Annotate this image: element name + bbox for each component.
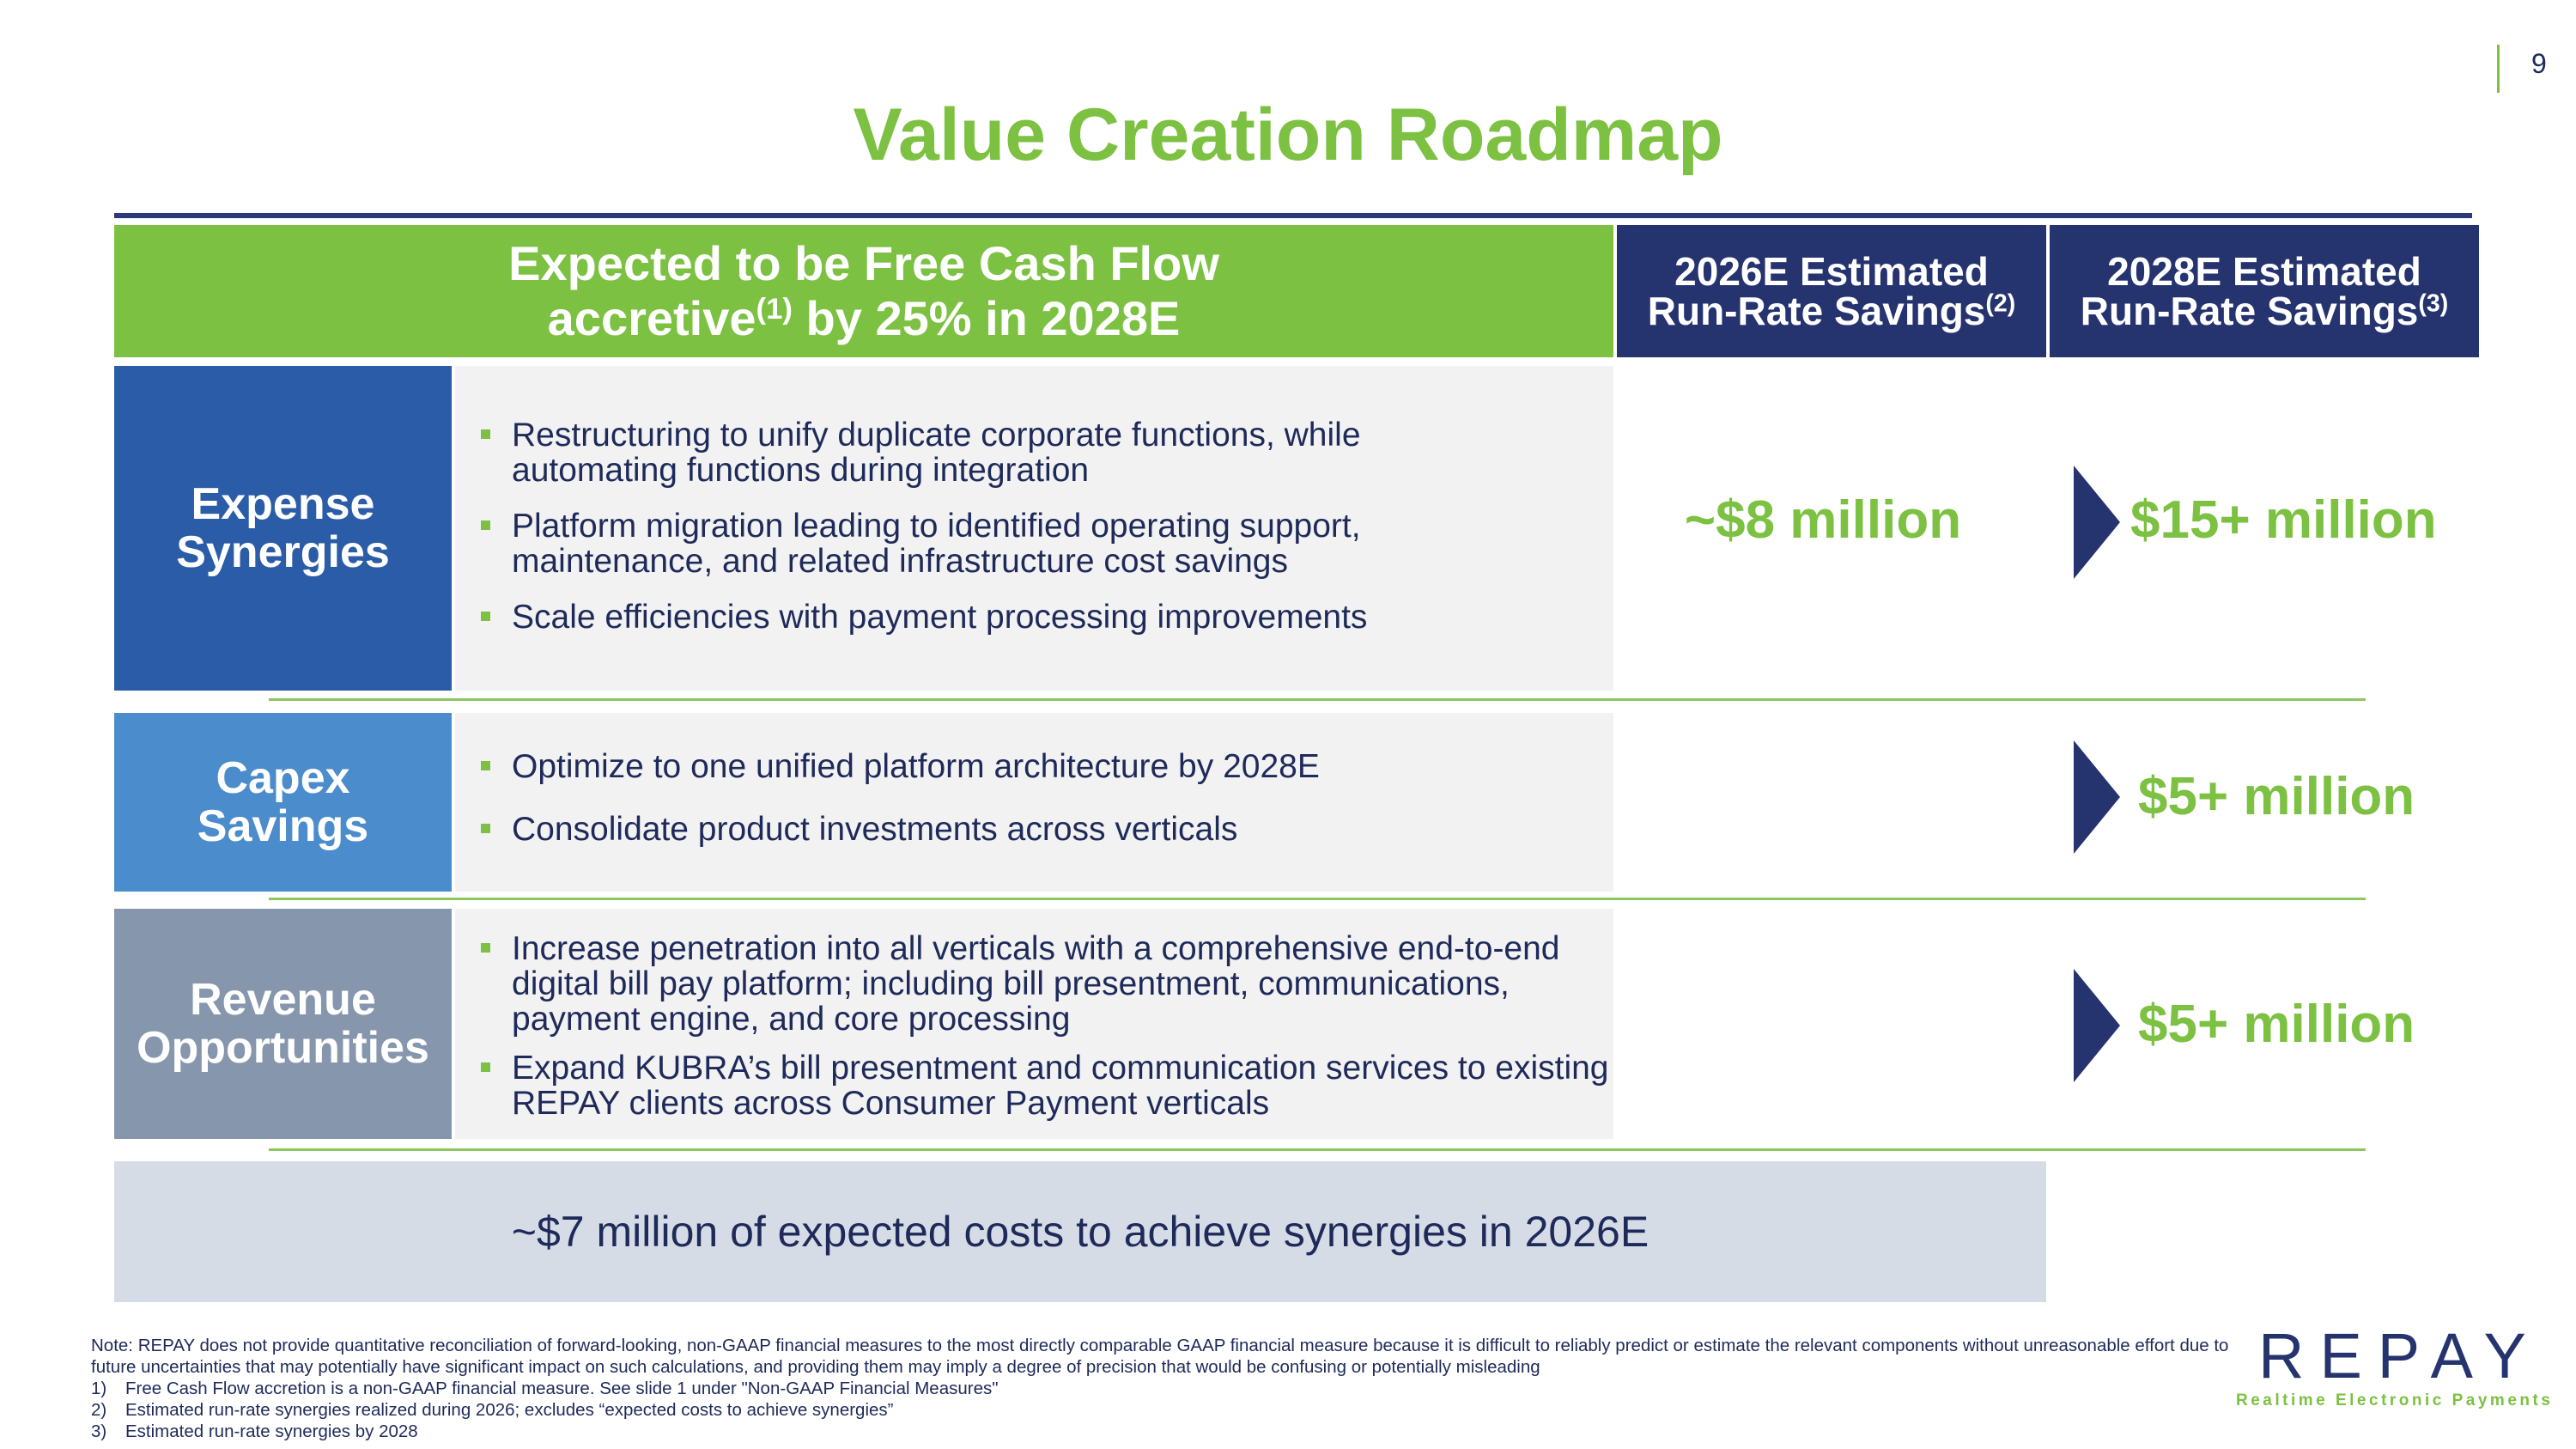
row-label-expense-synergies: [114, 366, 452, 691]
bullet-text: Scale efficiencies with payment processing improvements: [512, 599, 1368, 636]
title-divider: [114, 213, 2472, 218]
logo-tagline: Realtime Electronic Payments: [2236, 1391, 2554, 1409]
row-label-line2: Savings: [197, 801, 369, 851]
header-2028-line1: 2028E Estimated: [2107, 249, 2421, 294]
row-label-line1: Expense: [191, 479, 375, 529]
list-item: [481, 600, 1596, 635]
repay-logo: REPAY: [2258, 1320, 2542, 1391]
list-item: [481, 749, 1596, 784]
chevron-right-icon: [2074, 969, 2120, 1082]
header-2026-line1: 2026E Estimated: [1674, 249, 1989, 294]
footnote-ref-3: (3): [2418, 289, 2449, 318]
bullet-list: [481, 930, 1609, 1122]
row-label-capex-savings: [114, 713, 452, 892]
header-main-line1: Expected to be Free Cash Flow: [508, 236, 1219, 290]
row-label-line2: Opportunities: [137, 1023, 429, 1073]
header-2026-line2: Run-Rate Savings: [1647, 289, 1986, 333]
header-2028-savings: [2050, 225, 2479, 357]
footnote-text: Estimated run-rate synergies realized during 2026; excludes “expected costs to achieve synergies”: [125, 1400, 894, 1420]
footnote-ref-2: (2): [1985, 289, 2016, 318]
row-label-line2: Synergies: [176, 527, 390, 577]
bullet-list: [481, 749, 1596, 847]
page-number-divider: [2497, 45, 2500, 93]
footnote-ref-1: (1): [756, 292, 793, 326]
bullet-text: Restructuring to unify duplicate corporate functions, while automating functions during integration: [512, 417, 1361, 489]
bullet-text: Optimize to one unified platform architecture by 2028E: [512, 748, 1320, 785]
footnote-item: [91, 1378, 2263, 1399]
row-divider: [269, 898, 2366, 900]
header-fcf-accretive: [114, 225, 1613, 357]
bullet-square-icon: [481, 943, 490, 953]
list-item: [481, 931, 1594, 1037]
list-item: [481, 417, 1525, 488]
header-2026-savings: [1617, 225, 2046, 357]
list-item: [481, 508, 1542, 579]
footnote-item: [91, 1399, 2263, 1421]
list-item: [481, 1050, 1619, 1121]
bullet-square-icon: [481, 521, 490, 530]
header-main-line2-b: by 25% in 2028E: [792, 291, 1181, 345]
footnote-note: Note: REPAY does not provide quantitative reconciliation of forward-looking, non-GAAP financial measures to the most directly comparable GAAP financial measure because it is difficult to reliably predict or estimate the relevant components without unreasonable effort due to future uncertainties that may potentially have significant impact on such calculations, and providing them may imply a degree of precision that would be confusing or potentially misleading: [91, 1336, 2229, 1377]
row-divider: [269, 1148, 2366, 1151]
value-capex-2028: $5+ million: [2138, 767, 2415, 826]
footnote-number: 1): [91, 1379, 107, 1398]
bullet-square-icon: [481, 612, 490, 621]
row-label-line1: Capex: [216, 753, 350, 803]
footnote-item: [91, 1421, 2263, 1442]
footnote-number: 2): [91, 1400, 107, 1420]
value-revenue-2028: $5+ million: [2138, 995, 2415, 1054]
bullet-square-icon: [481, 429, 490, 439]
row-label-revenue-opportunities: [114, 909, 452, 1139]
footnote-text: Estimated run-rate synergies by 2028: [125, 1422, 418, 1441]
bullet-square-icon: [481, 824, 490, 833]
page-title: Value Creation Roadmap: [853, 94, 1723, 176]
row-body-revenue-opportunities: [455, 909, 1613, 1139]
row-body-expense-synergies: [455, 366, 1613, 691]
value-expense-2026: ~$8 million: [1684, 490, 1962, 550]
page-number: 9: [2531, 48, 2547, 79]
costs-to-achieve-banner: [114, 1161, 2046, 1302]
chevron-right-icon: [2074, 740, 2120, 854]
bullet-square-icon: [481, 1062, 490, 1072]
value-expense-2028: $15+ million: [2130, 490, 2437, 550]
list-item: [481, 812, 1596, 847]
footnote-text: Free Cash Flow accretion is a non-GAAP financial measure. See slide 1 under "Non-GAAP Financial Measures": [125, 1379, 999, 1398]
costs-to-achieve-text: ~$7 million of expected costs to achieve synergies in 2026E: [511, 1208, 1649, 1256]
footnotes: [91, 1335, 2263, 1442]
header-main-line2-a: accretive: [547, 291, 756, 345]
bullet-square-icon: [481, 761, 490, 770]
row-label-line1: Revenue: [190, 975, 376, 1025]
bullet-text: Increase penetration into all verticals with a comprehensive end-to-end digital bill pay platform; including bill presentment, communications, payment engine, and core processing: [512, 930, 1560, 1038]
row-divider: [269, 698, 2366, 701]
chevron-right-icon: [2074, 466, 2120, 579]
footnote-number: 3): [91, 1422, 107, 1441]
bullet-text: Consolidate product investments across verticals: [512, 811, 1238, 848]
row-body-capex-savings: [455, 713, 1613, 892]
bullet-text: Platform migration leading to identified operating support, maintenance, and related infrastructure cost savings: [512, 508, 1361, 580]
bullet-text: Expand KUBRA’s bill presentment and communication services to existing REPAY clients across Consumer Payment verticals: [512, 1050, 1609, 1122]
header-2028-line2: Run-Rate Savings: [2080, 289, 2419, 333]
bullet-list: [481, 417, 1596, 635]
